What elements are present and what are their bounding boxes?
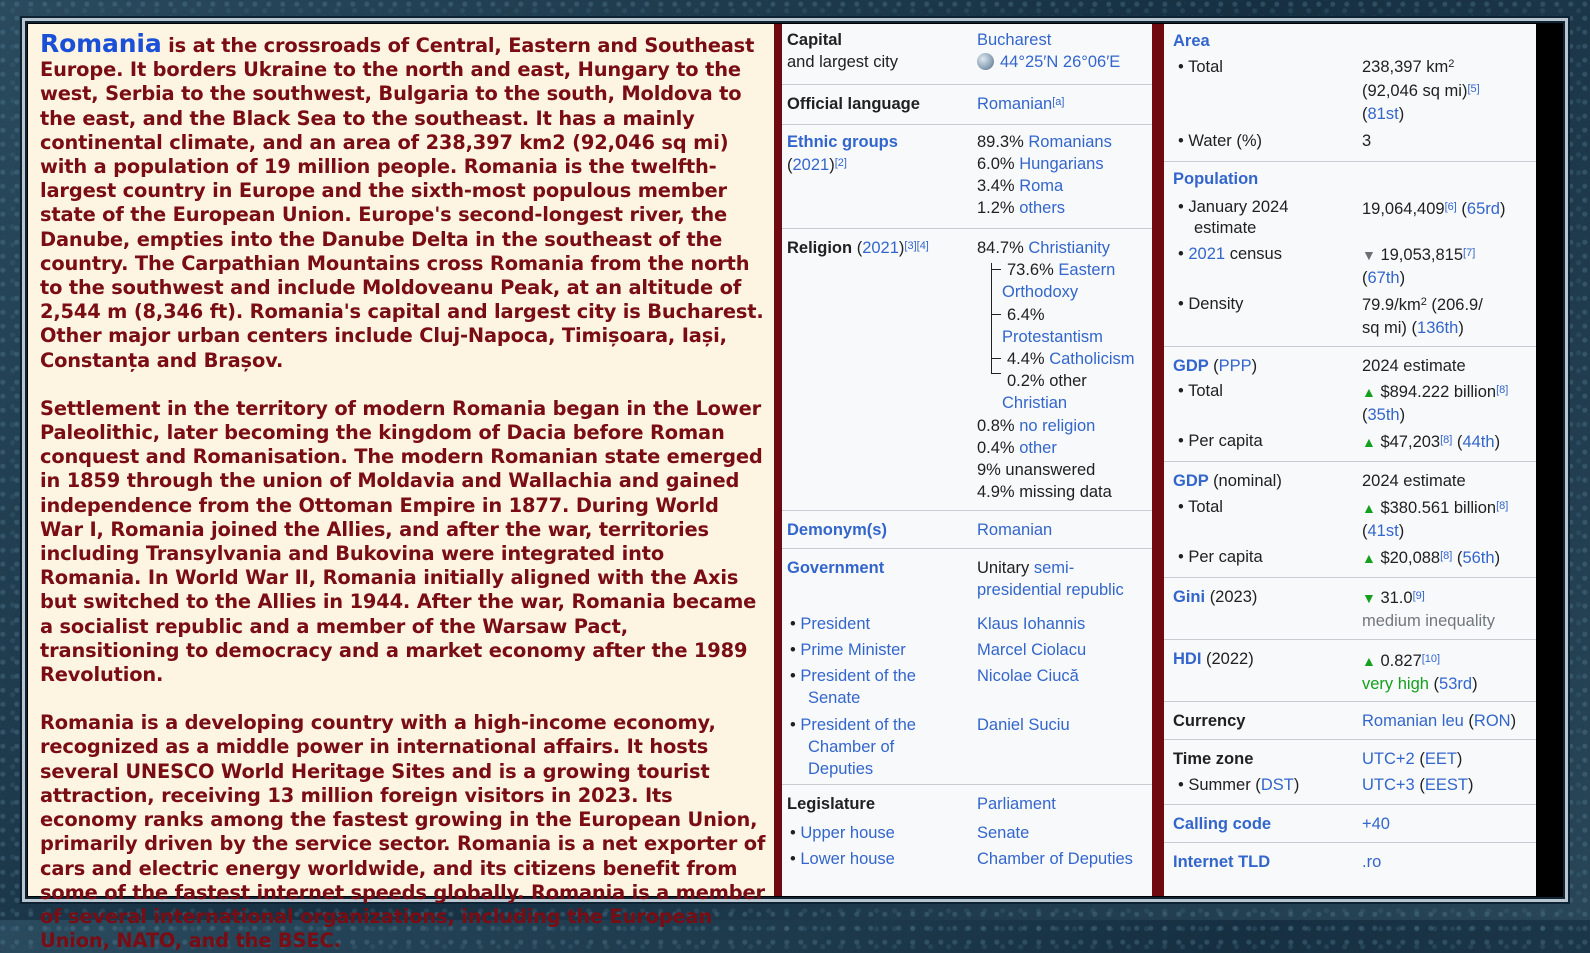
row-ethnic-groups — [782, 124, 1152, 228]
area-total-value-2: (92,046 sq mi)[5] — [1362, 82, 1480, 100]
pop-estimate-label-2: estimate — [1194, 219, 1257, 237]
religion-oc-pct: 0.2% other — [1007, 372, 1087, 390]
government-label[interactable]: Government — [787, 559, 885, 577]
senate-president-label-2[interactable]: Senate — [808, 689, 861, 707]
area-label[interactable]: Area — [1173, 32, 1210, 50]
tree-line — [991, 263, 992, 373]
gini-desc: medium inequality — [1362, 612, 1495, 630]
government-type: Unitary semi- — [977, 559, 1075, 577]
dst-link[interactable]: DST — [1260, 776, 1294, 794]
row-legislature — [782, 784, 1152, 896]
president-link[interactable]: President — [800, 615, 871, 633]
gdp-nominal-pc: ▲ $20,088[8] (56th) — [1362, 549, 1501, 567]
ref-8[interactable]: [8] — [1496, 500, 1509, 512]
hdi-link[interactable]: HDI — [1173, 650, 1202, 668]
summer-label: • Summer (DST) — [1178, 776, 1300, 794]
tld-label[interactable]: Internet TLD — [1173, 853, 1271, 871]
census-rank-link[interactable]: 67th — [1367, 269, 1400, 287]
gdp-ppp-estimate: 2024 estimate — [1362, 357, 1466, 375]
row-gini — [1164, 577, 1536, 639]
census-rank: (67th) — [1362, 269, 1406, 287]
chamber-president-label-2[interactable]: Chamber of — [808, 738, 895, 756]
census-label: • 2021 census — [1178, 245, 1282, 263]
gdp-nominal-total: ▲ $380.561 billion[8] — [1362, 499, 1509, 517]
protestantism-link[interactable]: Protestantism — [1002, 328, 1103, 346]
row-internet-tld — [1164, 842, 1536, 896]
other-religion-link[interactable]: other — [1019, 439, 1057, 457]
ref-a[interactable]: [a] — [1052, 96, 1065, 108]
official-language-value — [977, 93, 1064, 115]
paragraph-1-text: is at the crossroads of Central, Eastern and Southeast Europe. It borders Ukraine to the north and east, Hungary to the west, Serbia to the southwest, Bulgaria to the south, Moldova to the east, and the Black Sea to the southeast. It has a mainly continental climate, and an area of 238,397 km2 (92,046 sq mi) with a population of 19 million people. Romania is the twelfth-largest country in Europe and the sixth-most populous member state of the European Union. Europe's second-longest river, the Danube, empties into the Danube Delta in the southeast of the country. The Carpathian Mountains cross Romania from the north to the southwest and include Moldoveanu Peak, at an altitude of 2,544 m (8,346 ft). Romania's capital and largest city is Bucharest. Other major urban centers include Cluj-Napoca, Timișoara, Iași, Constanța and Brașov. — [40, 34, 764, 372]
religion-eo-2[interactable]: Orthodoxy — [1002, 283, 1079, 301]
pop-estimate-value: 19,064,409[6] (65rd) — [1362, 200, 1506, 218]
infobox-general — [782, 24, 1152, 896]
tree-tick — [991, 269, 1001, 270]
density-label: • Density — [1178, 295, 1244, 313]
ethnic-year-link[interactable]: 2021 — [792, 156, 830, 174]
ref-3-4[interactable]: [3][4] — [904, 240, 929, 252]
ethnic-3: 3.4% Roma — [977, 177, 1064, 195]
gdp-ppp-pc-label: • Per capita — [1178, 432, 1263, 450]
decrease-arrow-icon: ▼ — [1362, 590, 1376, 606]
calling-code-value[interactable]: +40 — [1362, 815, 1390, 833]
increase-arrow-icon: ▲ — [1362, 434, 1376, 450]
religion-cath: 4.4% Catholicism — [1007, 350, 1135, 368]
gdp-rank-link[interactable]: 35th — [1367, 406, 1400, 424]
lower-house-link[interactable]: Lower house — [800, 850, 895, 868]
tld-value[interactable]: .ro — [1362, 853, 1382, 871]
tree-tick — [991, 373, 1001, 374]
gdp-ppp-label: GDP (PPP) — [1173, 357, 1258, 375]
christianity-link[interactable]: Christianity — [1028, 239, 1110, 257]
chamber-president-label: • President of the — [790, 716, 916, 734]
legislature-value[interactable]: Parliament — [977, 795, 1056, 813]
water-value: 3 — [1362, 132, 1372, 150]
ethnic-link[interactable]: Romanians — [1028, 133, 1112, 151]
religion-year-link[interactable]: 2021 — [862, 239, 899, 257]
coords-text: 44°25′N 26°06′E — [1000, 53, 1121, 71]
capital-value[interactable]: Bucharest — [977, 31, 1052, 49]
population-label[interactable]: Population — [1173, 170, 1259, 188]
chamber-president-value[interactable]: Daniel Suciu — [977, 716, 1070, 734]
gini-value: ▼ 31.0[9] — [1362, 589, 1425, 607]
senate-president-value[interactable]: Nicolae Ciucă — [977, 667, 1079, 685]
pm-value[interactable]: Marcel Ciolacu — [977, 641, 1087, 659]
gdp-ppp-total: ▲ $894.222 billion[8] — [1362, 383, 1509, 401]
ethnic-year: (2021)[2] — [787, 156, 847, 174]
gini-link[interactable]: Gini — [1173, 588, 1206, 606]
infobox-economy — [1164, 24, 1536, 896]
area-rank-link[interactable]: 81st — [1367, 105, 1399, 123]
tree-tick — [991, 358, 1001, 359]
article-title[interactable]: Romania — [40, 29, 162, 58]
density-value-2: sq mi) (136th) — [1362, 319, 1464, 337]
article-panel — [28, 24, 774, 953]
capital-coords[interactable] — [977, 51, 1120, 73]
currency-label: Currency — [1173, 712, 1246, 730]
ppp-link[interactable]: PPP — [1218, 357, 1252, 375]
gdp-link[interactable]: GDP — [1173, 357, 1209, 375]
summer-value: UTC+3 (EEST) — [1362, 776, 1474, 794]
utc-link[interactable]: UTC+2 — [1362, 750, 1415, 768]
gdp-nominal-estimate: 2024 estimate — [1362, 472, 1466, 490]
official-language-label: Official language — [787, 95, 920, 113]
president-value[interactable]: Klaus Iohannis — [977, 615, 1086, 633]
upper-house-value[interactable]: Senate — [977, 824, 1030, 842]
red-divider-left — [774, 24, 782, 896]
religion-unanswered: 9% unanswered — [977, 461, 1096, 479]
demonym-label[interactable]: Demonym(s) — [787, 521, 887, 539]
religion-missing: 4.9% missing data — [977, 483, 1112, 501]
religion-eo: 73.6% Eastern — [1007, 261, 1116, 279]
legislature-label: Legislature — [787, 795, 876, 813]
gdp-nominal-label: GDP (nominal) — [1173, 472, 1282, 490]
chamber-president-link[interactable]: President of the — [800, 716, 916, 734]
semi-presidential-link[interactable]: semi- — [1033, 559, 1075, 577]
hdi-value: ▲ 0.827[10] — [1362, 652, 1441, 670]
gdp-nominal-rank-link[interactable]: 41st — [1367, 522, 1399, 540]
pm-link[interactable]: Prime Minister — [800, 641, 906, 659]
eet-link[interactable]: EET — [1424, 750, 1457, 768]
census-value: ▼ 19,053,815[7] — [1362, 246, 1476, 264]
ref-5[interactable]: [5] — [1467, 83, 1480, 95]
row-government — [782, 548, 1152, 784]
catholicism-link[interactable]: Catholicism — [1049, 350, 1135, 368]
census-year-link[interactable]: 2021 — [1188, 245, 1226, 263]
eest-link[interactable]: EEST — [1424, 776, 1468, 794]
row-demonym — [782, 510, 1152, 548]
increase-arrow-icon: ▲ — [1362, 653, 1376, 669]
hdi-rank-link[interactable]: 53rd — [1439, 675, 1473, 693]
row-religion — [782, 228, 1152, 510]
gdp-ppp-pc: ▲ $47,203[8] (44th) — [1362, 433, 1501, 451]
timezone-value: UTC+2 (EET) — [1362, 750, 1463, 768]
gdp-nominal-pc-label: • Per capita — [1178, 548, 1263, 566]
ethnic-link[interactable]: Hungarians — [1019, 155, 1104, 173]
row-capital — [782, 24, 1152, 84]
tree-tick — [991, 314, 1001, 315]
gdp-ppp-total-rank: (35th) — [1362, 406, 1406, 424]
increase-arrow-icon: ▲ — [1362, 550, 1376, 566]
ref-7[interactable]: [7] — [1463, 247, 1476, 259]
capital-label: Capital — [787, 31, 843, 49]
gdp-nominal-pc-rank-link[interactable]: 56th — [1462, 549, 1495, 567]
gdp-nominal-total-label: • Total — [1178, 498, 1223, 516]
ethnic-4: 1.2% others — [977, 199, 1066, 217]
ref-8[interactable]: [8] — [1496, 384, 1509, 396]
row-calling-code — [1164, 804, 1536, 842]
lower-house-label: • Lower house — [790, 850, 895, 868]
capital-label-2: and largest city — [787, 53, 898, 71]
hdi-desc: very high (53rd) — [1362, 675, 1478, 693]
density-rank-link[interactable]: 136th — [1417, 319, 1459, 337]
gdp-pc-rank-link[interactable]: 44th — [1462, 433, 1495, 451]
globe-icon — [977, 53, 994, 70]
religion-label: Religion (2021)[3][4] — [787, 239, 929, 257]
red-divider-right — [1152, 24, 1164, 896]
row-area — [1164, 24, 1536, 161]
pop-estimate-label: • January 2024 — [1178, 198, 1289, 216]
ethnic-2: 6.0% Hungarians — [977, 155, 1104, 173]
row-gdp-ppp — [1164, 346, 1536, 461]
ethnic-1: 89.3% Romanians — [977, 133, 1112, 151]
area-rank: (81st) — [1362, 105, 1405, 123]
utc-link[interactable]: UTC+3 — [1362, 776, 1415, 794]
ref-8[interactable]: [8] — [1440, 550, 1453, 562]
calling-code-label[interactable]: Calling code — [1173, 815, 1272, 833]
currency-code-link[interactable]: RON — [1473, 712, 1511, 730]
currency-value: Romanian leu (RON) — [1362, 712, 1517, 730]
article-paragraph-3: Romania is a developing country with a high-income economy, recognized as a middle power in international affairs. It hosts several UNESCO World Heritage Sites and is a growing tourist attraction, receiving 13 million foreign visitors in 2023. Its economy ranks among the fastest growing in the European Union, primarily driven by the service sector. Romania is a net exporter of cars and electric energy worldwide, and its citizens benefit from some of the fastest internet speeds globally. Romania is a member of several international organizations, including the European Union, NATO, and the BSEC. — [40, 711, 766, 953]
eastern-orthodoxy-link[interactable]: Eastern — [1058, 261, 1116, 279]
row-timezone — [1164, 739, 1536, 804]
increase-arrow-icon: ▲ — [1362, 500, 1376, 516]
ref-9[interactable]: [9] — [1412, 590, 1425, 602]
gdp-ppp-total-label: • Total — [1178, 382, 1223, 400]
religion-christianity: 84.7% Christianity — [977, 239, 1110, 257]
senate-president-label: • President of the — [790, 667, 916, 685]
ref-10[interactable]: [10] — [1421, 653, 1441, 665]
ethnic-label[interactable]: Ethnic groups — [787, 133, 898, 151]
article-paragraph-2: Settlement in the territory of modern Romania began in the Lower Paleolithic, later becoming the kingdom of Dacia before Roman conquest and Romanisation. The modern Romanian state emerged in 1859 through the union of Moldavia and Wallachia and gained independence from the Ottoman Empire in 1877. During World War I, Romania joined the Allies, and after the war, territories including Transylvania and Bukovina were integrated into Romania. In World War II, Romania initially aligned with the Axis but switched to the Allies in 1944. After the war, Romania became a socialist republic and a member of the Warsaw Pact, transitioning to democracy and a market economy after the 1989 Revolution. — [40, 396, 763, 687]
row-gdp-nominal — [1164, 461, 1536, 577]
upper-house-link[interactable]: Upper house — [800, 824, 895, 842]
ref-6[interactable]: [6] — [1444, 201, 1457, 213]
area-total-label: • Total — [1178, 58, 1223, 76]
senate-president-link[interactable]: President of the — [800, 667, 916, 685]
row-hdi — [1164, 639, 1536, 701]
article-paragraph-1 — [40, 29, 768, 373]
pm-label: • Prime Minister — [790, 641, 906, 659]
chamber-president-label-3[interactable]: Deputies — [808, 760, 874, 778]
ref-2[interactable]: [2] — [834, 157, 847, 169]
other-christian-link[interactable]: Christian — [1002, 394, 1068, 412]
row-official-language — [782, 84, 1152, 124]
gini-label: Gini (2023) — [1173, 588, 1258, 606]
hdi-label: HDI (2022) — [1173, 650, 1254, 668]
density-value: $79.9/km^2$ (206.9/ — [1362, 296, 1483, 314]
timezone-label: Time zone — [1173, 750, 1254, 768]
row-population — [1164, 161, 1536, 346]
religion-other: 0.4% other — [977, 439, 1057, 457]
ethnic-link[interactable]: others — [1019, 199, 1066, 217]
pop-rank-link[interactable]: 65rd — [1466, 200, 1500, 218]
religion-prot-pct: 6.4% — [1007, 306, 1045, 324]
gdp-nominal-total-rank: (41st) — [1362, 522, 1405, 540]
lower-house-value[interactable]: Chamber of Deputies — [977, 850, 1133, 868]
decrease-arrow-icon: ▼ — [1362, 247, 1376, 263]
religion-none: 0.8% no religion — [977, 417, 1096, 435]
currency-link[interactable]: Romanian leu — [1362, 712, 1464, 730]
no-religion-link[interactable]: no religion — [1019, 417, 1096, 435]
upper-house-label: • Upper house — [790, 824, 895, 842]
government-type-2[interactable]: presidential republic — [977, 581, 1124, 599]
gdp-link[interactable]: GDP — [1173, 472, 1209, 490]
ref-8[interactable]: [8] — [1440, 434, 1453, 446]
water-label: • Water (%) — [1178, 132, 1263, 150]
area-total-value: 238,397 $km^2$ — [1362, 58, 1455, 76]
increase-arrow-icon: ▲ — [1362, 384, 1376, 400]
row-currency — [1164, 701, 1536, 739]
demonym-value[interactable]: Romanian — [977, 521, 1053, 539]
official-language-link[interactable]: Romanian — [977, 95, 1053, 113]
ethnic-link[interactable]: Roma — [1019, 177, 1064, 195]
president-label: • President — [790, 615, 871, 633]
